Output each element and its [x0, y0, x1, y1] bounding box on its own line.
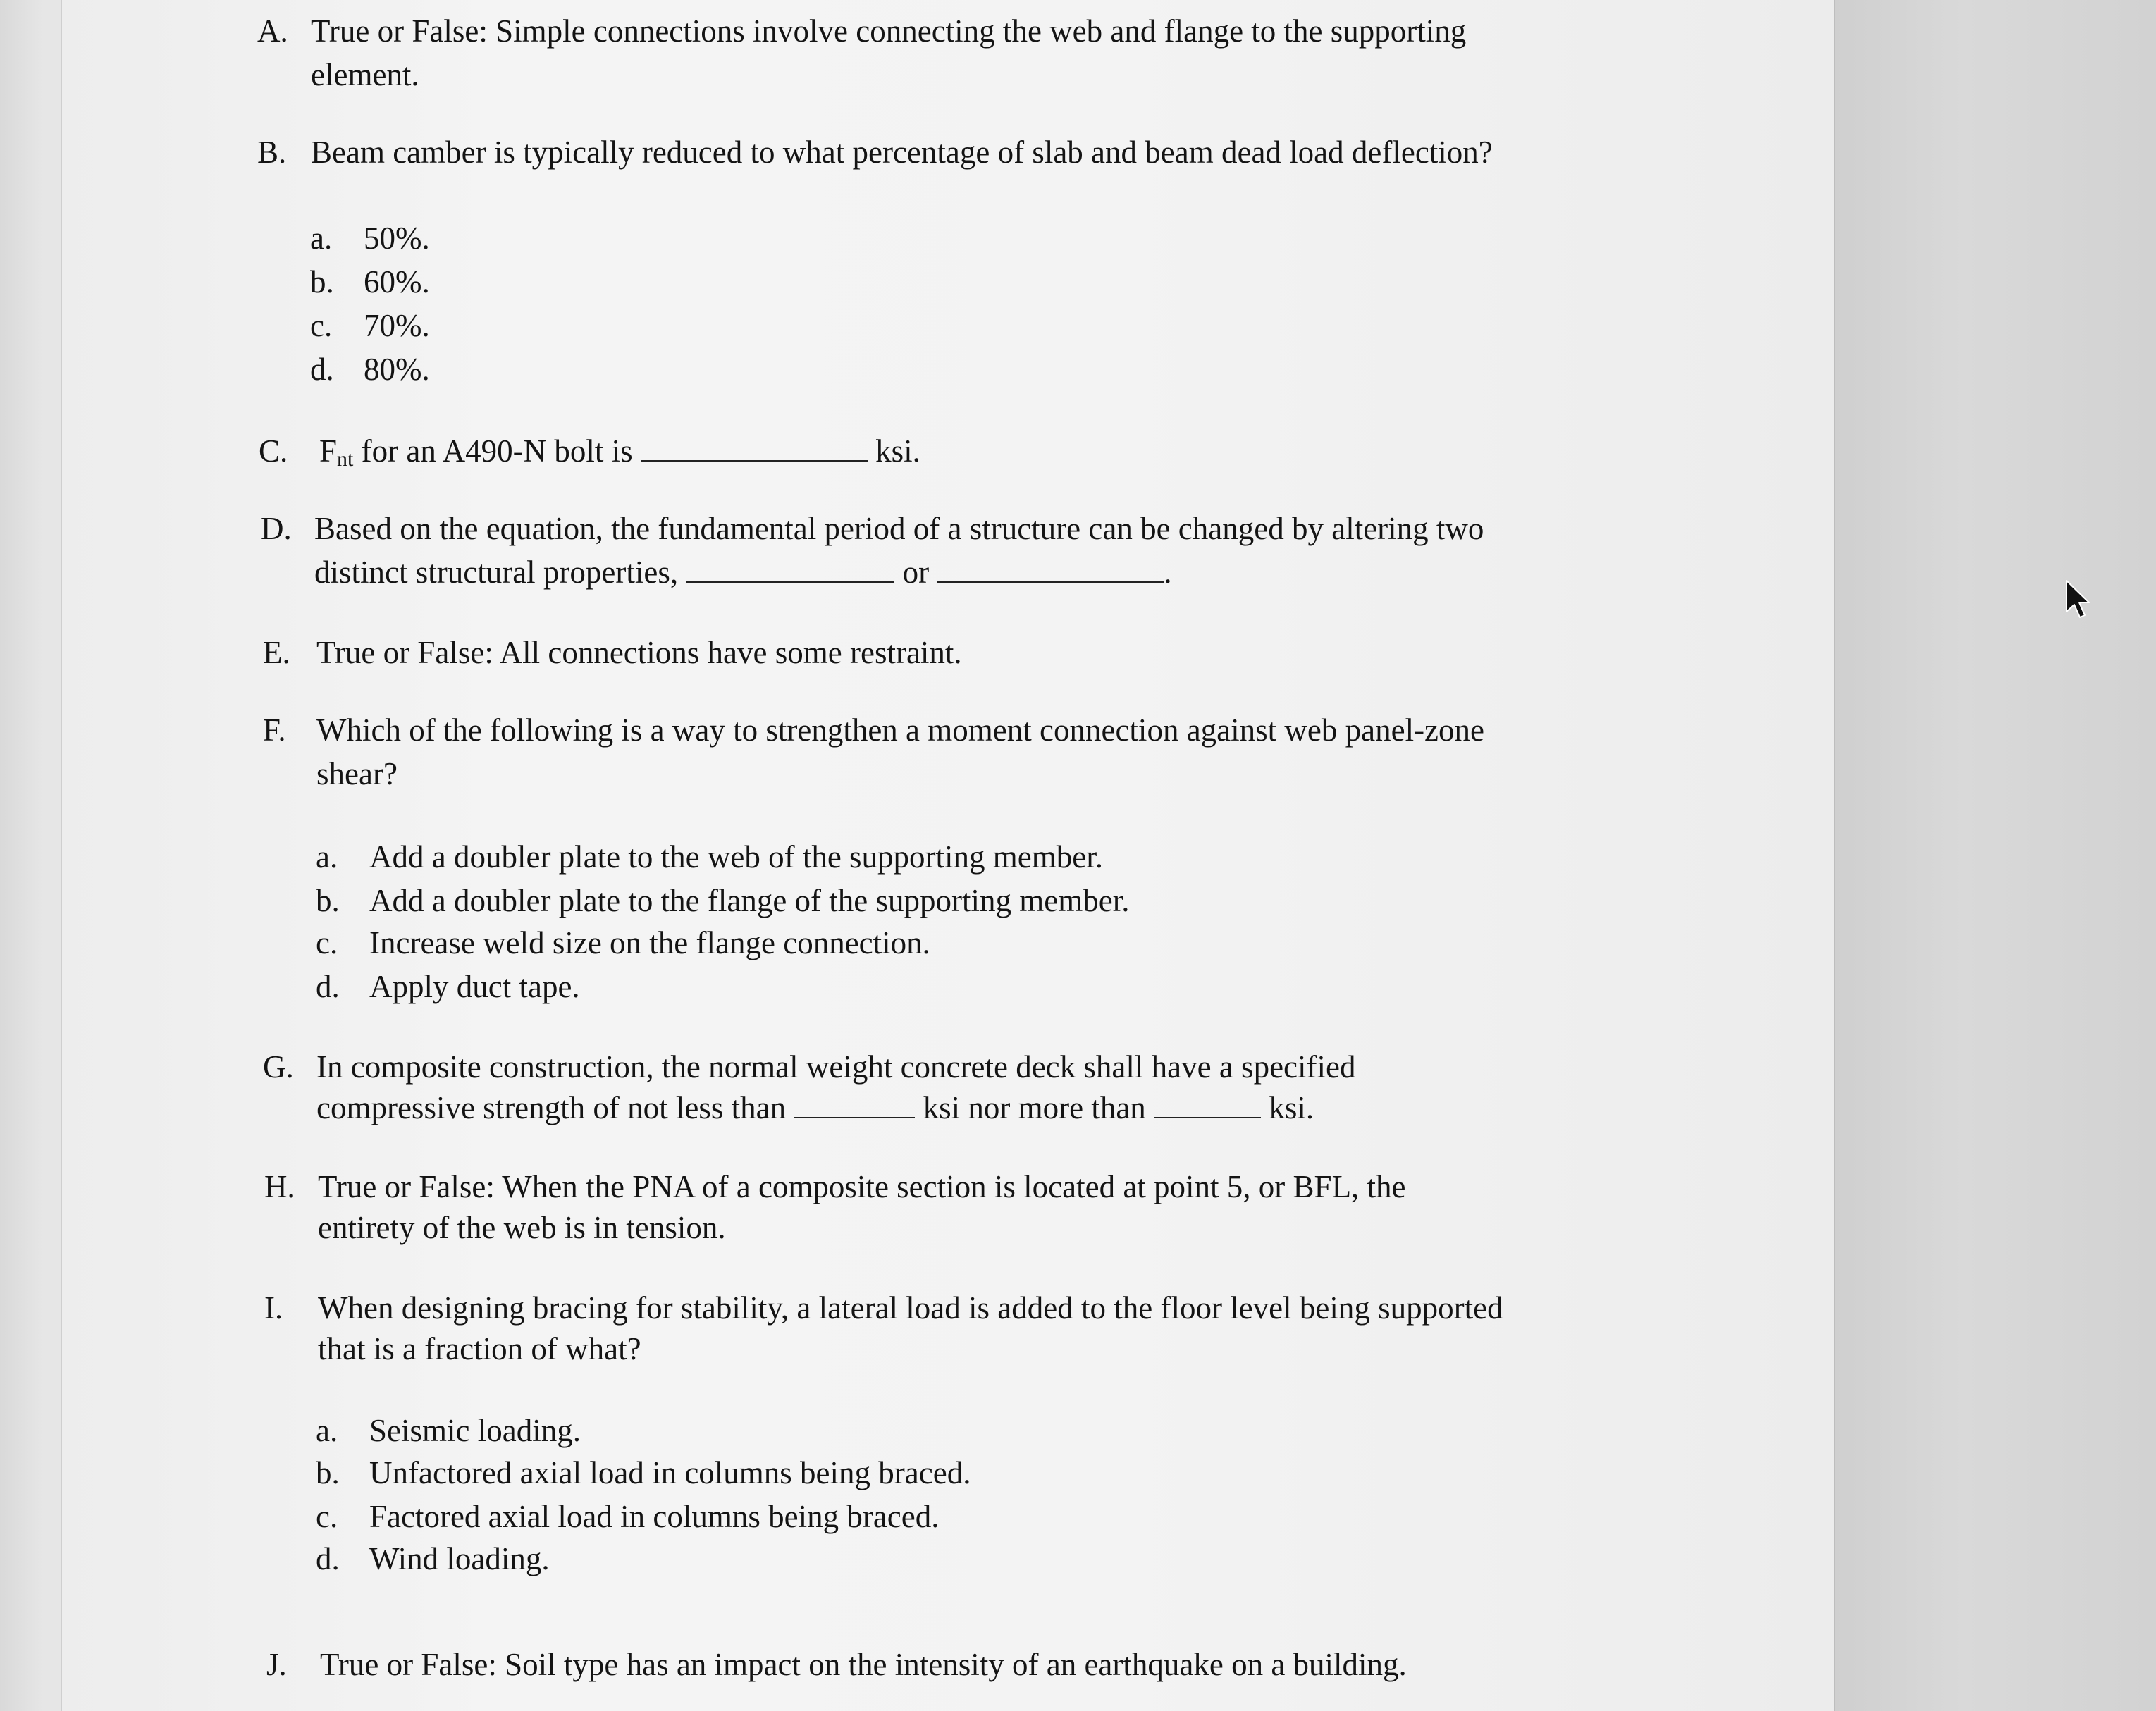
question-i-option-c [316, 1495, 939, 1538]
question-b-letter: B. [257, 135, 287, 170]
question-f-line2: shear? [316, 756, 398, 791]
question-d-line2-post: . [1164, 555, 1172, 590]
question-g-blank-2[interactable] [1154, 1116, 1261, 1118]
question-c-mid: for an A490-N bolt is [353, 433, 641, 469]
question-e-line1: True or False: All connections have some restraint. [316, 635, 962, 670]
question-c-text [319, 430, 920, 481]
option-letter: d. [316, 1541, 340, 1576]
question-j-letter: J. [266, 1647, 287, 1682]
question-g-blank-1[interactable] [794, 1116, 915, 1118]
option-letter: c. [316, 925, 338, 960]
question-b-option-b [310, 261, 430, 303]
question-g-line2-mid: ksi nor more than [915, 1090, 1154, 1125]
option-letter: d. [316, 969, 340, 1004]
option-text: Seismic loading. [369, 1413, 581, 1448]
desk-background [1835, 0, 2156, 1711]
question-d-line2-pre: distinct structural properties, [314, 555, 686, 590]
question-c-letter: C. [259, 433, 288, 469]
question-h-letter: H. [264, 1169, 295, 1204]
option-text: Factored axial load in columns being braced. [369, 1499, 940, 1534]
question-i-line2: that is a fraction of what? [318, 1331, 641, 1366]
question-c-subscript: nt [337, 447, 354, 471]
question-h-line1: True or False: When the PNA of a composite section is located at point 5, or BFL, the [318, 1169, 1406, 1204]
question-h-line2: entirety of the web is in tension. [318, 1210, 726, 1245]
option-letter: a. [316, 839, 338, 875]
question-i-option-a [316, 1409, 581, 1452]
option-letter: a. [316, 1413, 338, 1448]
question-f-option-d [316, 965, 580, 1008]
question-d-blank-2[interactable] [937, 581, 1164, 583]
option-text: 70%. [364, 308, 430, 343]
option-text: Apply duct tape. [369, 969, 580, 1004]
question-e-letter: E. [263, 635, 290, 670]
question-b-option-c [310, 304, 430, 347]
option-letter: c. [310, 308, 333, 343]
question-i-line1: When designing bracing for stability, a lateral load is added to the floor level being supported [318, 1290, 1503, 1326]
option-text: Wind loading. [369, 1541, 550, 1576]
option-text: Add a doubler plate to the flange of the supporting member. [369, 883, 1130, 918]
question-f-option-b [316, 879, 1129, 922]
question-c-post: ksi. [867, 433, 920, 469]
question-d-line2-mid: or [894, 555, 937, 590]
question-g-letter: G. [263, 1049, 294, 1085]
option-text: 80%. [364, 352, 430, 387]
question-f-line1: Which of the following is a way to strengthen a moment connection against web panel-zone [316, 712, 1485, 748]
question-g-line2-post: ksi. [1261, 1090, 1314, 1125]
question-i-letter: I. [264, 1290, 283, 1326]
question-f-option-a [316, 836, 1103, 878]
question-j-line1: True or False: Soil type has an impact on the intensity of an earthquake on a building. [320, 1647, 1407, 1682]
option-letter: b. [316, 1455, 340, 1490]
question-b-line1: Beam camber is typically reduced to what percentage of slab and beam dead load deflection? [311, 135, 1493, 170]
option-letter: b. [316, 883, 340, 918]
question-b-option-a [310, 217, 430, 259]
question-f-letter: F. [263, 712, 286, 748]
option-letter: b. [310, 264, 334, 299]
option-letter: c. [316, 1499, 338, 1534]
option-text: Add a doubler plate to the web of the supporting member. [369, 839, 1103, 875]
question-a-line2: element. [311, 57, 419, 92]
question-c-var: F [319, 433, 338, 469]
question-b-option-d [310, 348, 430, 390]
question-i-option-d [316, 1538, 550, 1580]
question-g-line2-pre: compressive strength of not less than [316, 1090, 794, 1125]
mouse-cursor-icon [2064, 579, 2092, 620]
option-letter: a. [310, 221, 333, 256]
question-d-letter: D. [261, 511, 292, 546]
question-a-letter: A. [257, 13, 288, 49]
question-f-option-c [316, 922, 930, 964]
question-g-line1: In composite construction, the normal weight concrete deck shall have a specified [316, 1049, 1356, 1085]
question-i-option-b [316, 1452, 971, 1494]
option-text: Increase weld size on the flange connection. [369, 925, 930, 960]
option-letter: d. [310, 352, 334, 387]
question-a-line1: True or False: Simple connections involve connecting the web and flange to the supporting [311, 13, 1467, 49]
option-text: Unfactored axial load in columns being braced. [369, 1455, 971, 1490]
option-text: 60%. [364, 264, 430, 299]
option-text: 50%. [364, 221, 430, 256]
question-d-line2 [314, 551, 1172, 593]
question-d-line1: Based on the equation, the fundamental period of a structure can be changed by altering two [314, 511, 1484, 546]
question-c-blank[interactable] [641, 459, 868, 462]
question-g-line2 [316, 1087, 1314, 1129]
question-d-blank-1[interactable] [686, 581, 894, 583]
